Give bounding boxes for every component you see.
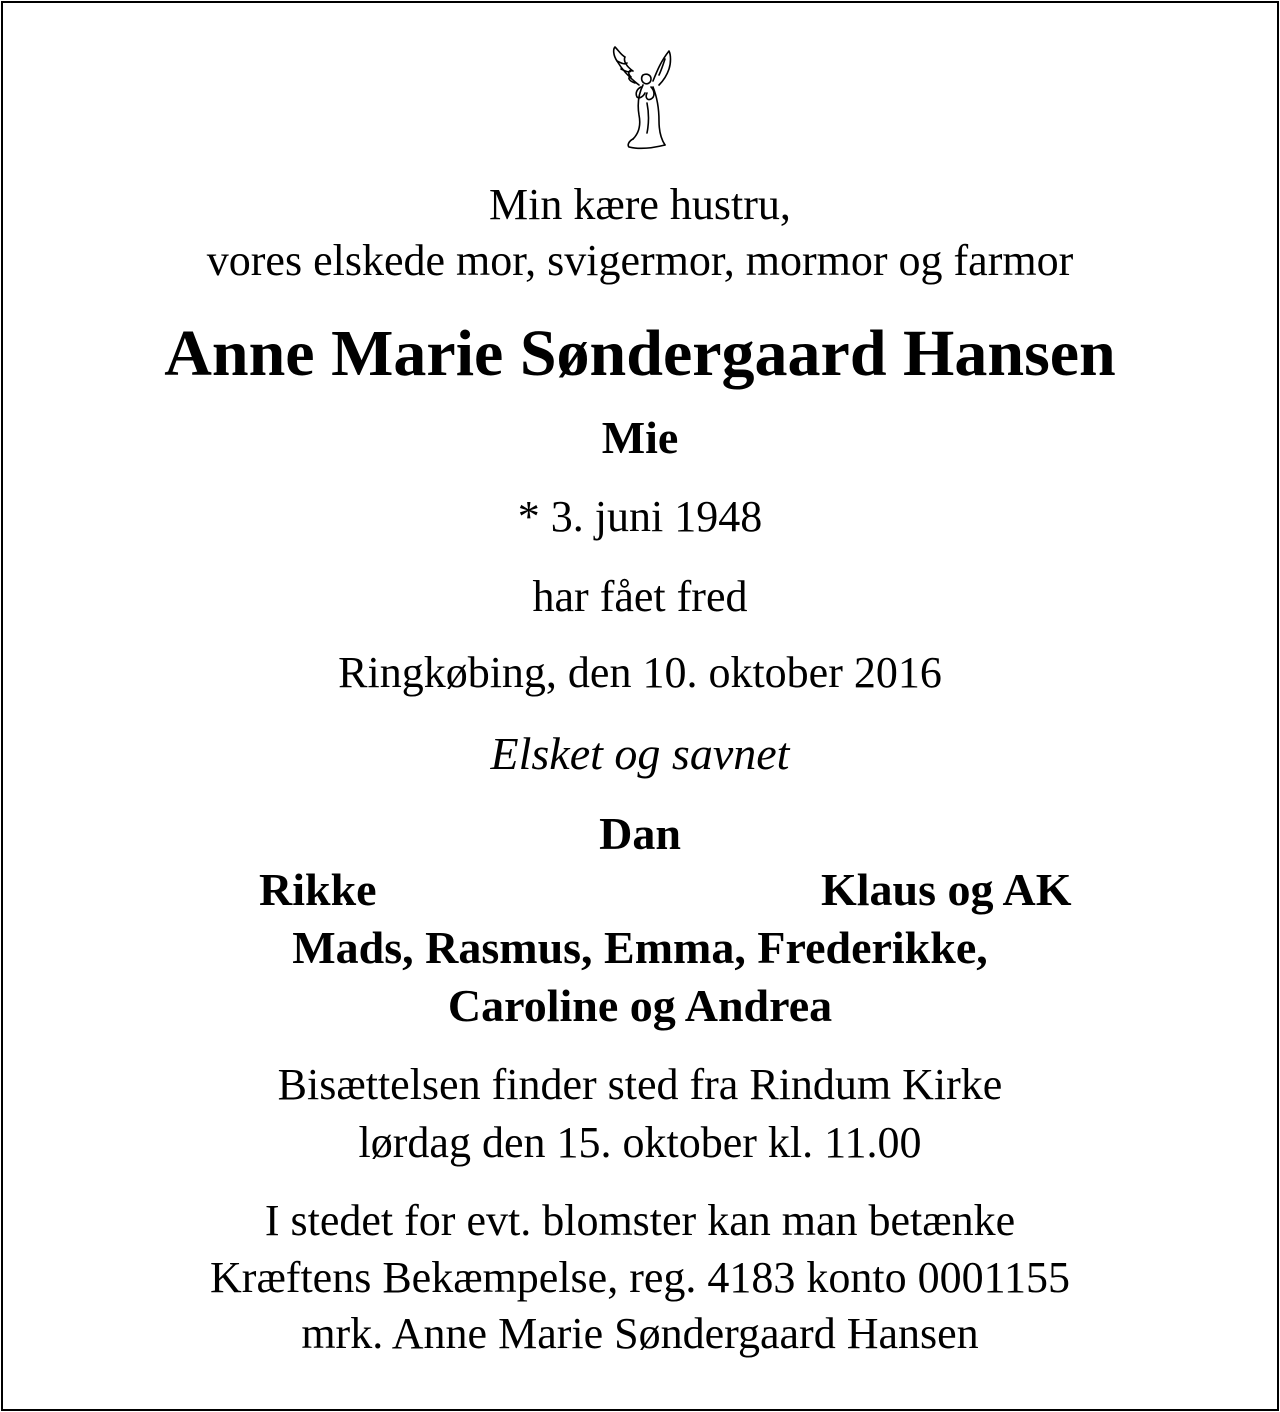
grandchildren-line-2: Caroline og Andrea	[447, 980, 833, 1031]
signer-spouse: Dan	[599, 808, 681, 859]
peace-text: har fået fred	[532, 572, 748, 621]
intro-line-2: vores elskede mor, svigermor, mormor og farmor	[206, 236, 1074, 285]
deceased-name: Anne Marie Søndergaard Hansen	[164, 317, 1116, 390]
angel-icon	[603, 41, 681, 153]
funeral-line-2: lørdag den 15. oktober kl. 11.00	[358, 1118, 922, 1167]
signer-right: Klaus og AK	[821, 864, 1072, 915]
grandchildren-line-1: Mads, Rasmus, Emma, Frederikke,	[292, 922, 988, 973]
loved-and-missed: Elsket og savnet	[490, 728, 790, 779]
birth-date: * 3. juni 1948	[517, 492, 763, 541]
funeral-line-1: Bisættelsen finder sted fra Rindum Kirke	[277, 1060, 1003, 1109]
memorial-line-2: Kræftens Bekæmpelse, reg. 4183 konto 0001155	[210, 1253, 1070, 1302]
intro-line-1: Min kære hustru,	[489, 180, 791, 229]
memorial-line-3: mrk. Anne Marie Søndergaard Hansen	[301, 1309, 979, 1358]
memorial-line-1: I stedet for evt. blomster kan man betænke	[264, 1196, 1016, 1245]
signer-left: Rikke	[259, 864, 377, 915]
obituary-notice	[1, 1, 1279, 1411]
deceased-nickname: Mie	[601, 412, 679, 463]
place-and-date: Ringkøbing, den 10. oktober 2016	[338, 648, 942, 697]
